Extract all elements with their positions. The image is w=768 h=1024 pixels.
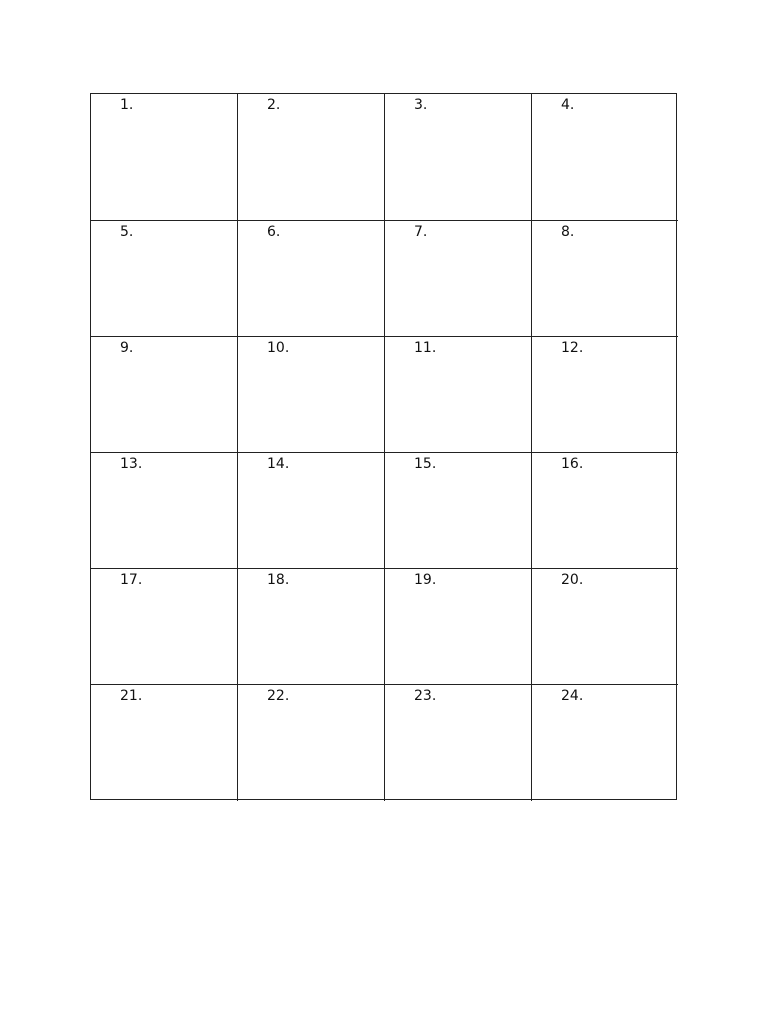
cell-number: 16.: [561, 456, 584, 472]
answer-cell: [532, 94, 678, 221]
answer-cell: [385, 94, 532, 221]
cell-number: 13.: [120, 456, 143, 472]
answer-cell: [385, 221, 532, 337]
cell-number: 8.: [561, 224, 575, 240]
answer-cell: [238, 685, 385, 801]
answer-cell: [532, 569, 678, 685]
answer-cell: [532, 221, 678, 337]
cell-number: 17.: [120, 572, 143, 588]
answer-cell: [91, 453, 238, 569]
cell-number: 4.: [561, 97, 575, 113]
answer-cell: [238, 453, 385, 569]
answer-cell: [238, 337, 385, 453]
cell-number: 5.: [120, 224, 134, 240]
cell-number: 24.: [561, 688, 584, 704]
answer-cell: [238, 221, 385, 337]
cell-number: 18.: [267, 572, 290, 588]
answer-cell: [91, 337, 238, 453]
cell-number: 7.: [414, 224, 428, 240]
cell-number: 10.: [267, 340, 290, 356]
answer-cell: [385, 337, 532, 453]
answer-cell: [385, 569, 532, 685]
answer-cell: [238, 569, 385, 685]
answer-cell: [385, 685, 532, 801]
cell-number: 12.: [561, 340, 584, 356]
cell-number: 6.: [267, 224, 281, 240]
answer-cell: [91, 221, 238, 337]
cell-number: 2.: [267, 97, 281, 113]
answer-cell: [91, 94, 238, 221]
answer-cell: [532, 453, 678, 569]
answer-cell: [91, 569, 238, 685]
cell-number: 14.: [267, 456, 290, 472]
cell-number: 20.: [561, 572, 584, 588]
cell-number: 15.: [414, 456, 437, 472]
cell-number: 9.: [120, 340, 134, 356]
answer-cell: [532, 337, 678, 453]
cell-number: 22.: [267, 688, 290, 704]
answer-cell: [385, 453, 532, 569]
cell-number: 3.: [414, 97, 428, 113]
cell-number: 19.: [414, 572, 437, 588]
cell-number: 23.: [414, 688, 437, 704]
cell-number: 11.: [414, 340, 437, 356]
answer-grid: [90, 93, 677, 800]
answer-cell: [91, 685, 238, 801]
cell-number: 21.: [120, 688, 143, 704]
cell-number: 1.: [120, 97, 134, 113]
answer-cell: [238, 94, 385, 221]
answer-cell: [532, 685, 678, 801]
